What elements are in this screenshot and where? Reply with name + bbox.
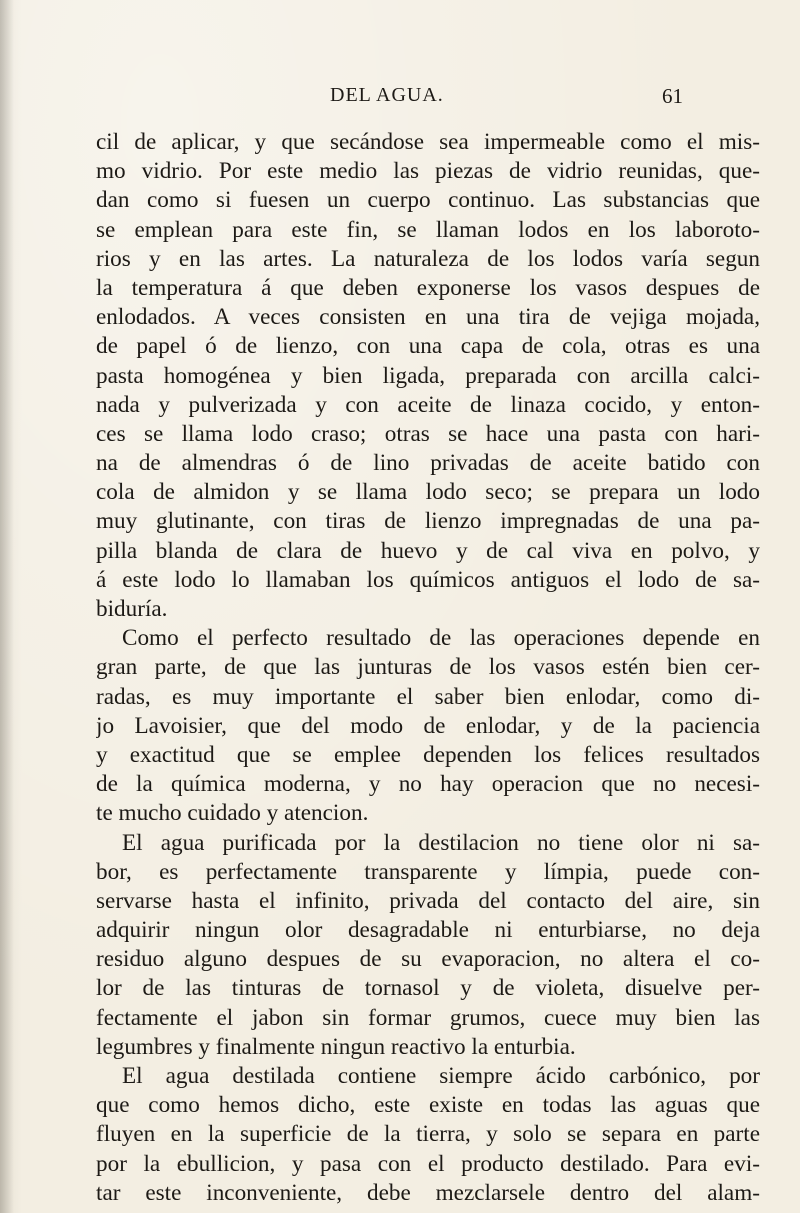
text-line: gran parte, de que las junturas de los vasos estén bien cer-	[96, 654, 760, 681]
text-line: cola de almidon y se llama lodo seco; se prepara un lodo	[96, 479, 760, 506]
text-line: servarse hasta el infinito, privada del contacto del aire, sin	[96, 887, 760, 914]
text-line: lor de las tinturas de tornasol y de violeta, disuelve per-	[96, 975, 760, 1002]
text-line: dan como si fuesen un cuerpo continuo. Las substancias que	[96, 187, 760, 214]
text-line: El agua destilada contiene siempre ácido carbónico, por	[122, 1063, 760, 1089]
text-line: legumbres y finalmente ningun reactivo la enturbia.	[96, 1033, 576, 1060]
text-line: radas, es muy importante el saber bien enlodar, como di-	[96, 683, 760, 710]
text-line: cil de aplicar, y que secándose sea impermeable como el mis-	[96, 129, 760, 155]
text-line: biduría.	[96, 596, 168, 622]
text-line: muy glutinante, con tiras de lienzo impregnadas de una pa-	[96, 508, 760, 535]
running-title: DEL AGUA.	[330, 84, 444, 106]
text-line: de papel ó de lienzo, con una capa de cola, otras es una	[96, 333, 760, 360]
text-line: nada y pulverizada y con aceite de linaza cocido, y enton-	[96, 391, 760, 418]
text-line: por la ebullicion, y pasa con el producto destilado. Para evi-	[96, 1150, 760, 1177]
text-line: residuo alguno despues de su evaporacion, no altera el co-	[96, 946, 760, 973]
text-line: El agua purificada por la destilacion no tiene olor ni sa-	[122, 829, 760, 856]
running-head	[0, 84, 800, 118]
text-line: Como el perfecto resultado de las operaciones depende en	[122, 625, 760, 652]
text-line: pasta homogénea y bien ligada, preparada con arcilla calci-	[96, 362, 760, 389]
text-line: fectamente el jabon sin formar grumos, cuece muy bien las	[96, 1004, 760, 1031]
text-line: jo Lavoisier, que del modo de enlodar, y de la paciencia	[96, 712, 760, 739]
text-line: á este lodo lo llamaban los químicos antiguos el lodo de sa-	[96, 566, 760, 593]
text-line: se emplean para este fin, se llaman lodos en los laboroto-	[96, 216, 760, 243]
text-line: de la química moderna, y no hay operacion que no necesi-	[96, 771, 760, 798]
text-line: na de almendras ó de lino privadas de aceite batido con	[96, 450, 760, 477]
text-line: te mucho cuidado y atencion.	[96, 800, 369, 827]
text-line: enlodados. A veces consisten en una tira de vejiga mojada,	[96, 304, 760, 331]
text-line: tar este inconveniente, debe mezclarsele dentro del alam-	[96, 1179, 760, 1206]
text-line: la temperatura á que deben exponerse los vasos despues de	[96, 274, 760, 301]
text-line: fluyen en la superficie de la tierra, y solo se separa en parte	[96, 1121, 760, 1148]
text-line: pilla blanda de clara de huevo y de cal viva en polvo, y	[96, 537, 760, 564]
text-line: bor, es perfectamente transparente y límpia, puede con-	[96, 858, 760, 885]
page-number: 61	[662, 84, 683, 108]
body-text	[96, 128, 760, 1208]
text-line: y exactitud que se emplee dependen los felices resultados	[96, 741, 760, 768]
text-line: que como hemos dicho, este existe en todas las aguas que	[96, 1092, 760, 1119]
text-line: rios y en las artes. La naturaleza de los lodos varía segun	[96, 245, 760, 272]
text-line: adquirir ningun olor desagradable ni enturbiarse, no deja	[96, 917, 760, 944]
text-line: ces se llama lodo craso; otras se hace una pasta con hari-	[96, 420, 760, 447]
text-line: mo vidrio. Por este medio las piezas de vidrio reunidas, que-	[96, 158, 760, 185]
gutter-shadow	[0, 0, 14, 1213]
